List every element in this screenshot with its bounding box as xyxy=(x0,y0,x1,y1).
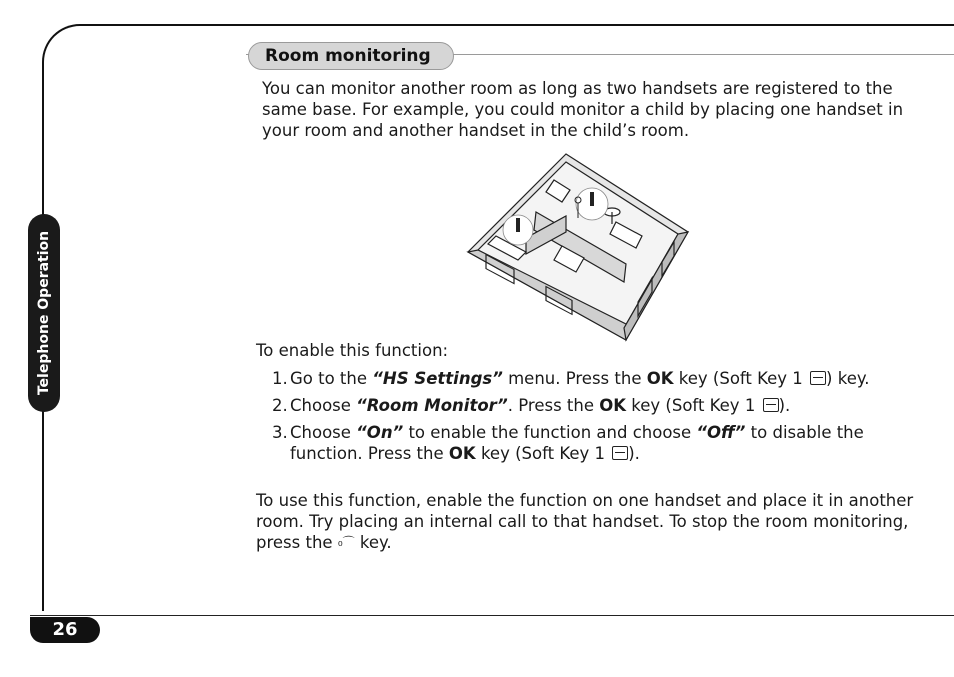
ok-key-label: OK xyxy=(448,444,476,463)
step-text: menu. Press the xyxy=(502,369,647,388)
step-number: 2 . xyxy=(272,395,288,416)
intercom-key-icon: ₀⌒ xyxy=(337,535,355,549)
step-text: key (Soft Key 1 xyxy=(475,444,611,463)
step-text: Go to the xyxy=(290,369,373,388)
menu-option: “Off” xyxy=(696,423,746,442)
step-text: to enable the function and choose xyxy=(403,423,697,442)
floor-plan-illustration xyxy=(466,152,692,342)
step-number: 1 . xyxy=(272,368,288,389)
usage-tail: key. xyxy=(354,533,392,552)
side-tab xyxy=(28,214,60,412)
ok-key-label: OK xyxy=(646,369,674,388)
list-item xyxy=(256,368,916,389)
step-text: key (Soft Key 1 xyxy=(626,396,761,415)
steps-list xyxy=(256,368,916,470)
step-text: key (Soft Key 1 xyxy=(673,369,809,388)
step-text: ). xyxy=(778,396,791,415)
ok-key-label: OK xyxy=(599,396,627,415)
step-text: Choose xyxy=(290,423,357,442)
step-text: to disable the function. Press the xyxy=(290,423,864,463)
soft-key-icon xyxy=(763,398,779,412)
usage-paragraph xyxy=(256,490,936,553)
side-tab-label: Telephone Operation xyxy=(36,230,52,396)
step-text: ). xyxy=(628,444,640,463)
menu-option: “Room Monitor” xyxy=(356,396,508,415)
footer-rule xyxy=(30,615,954,616)
soft-key-icon xyxy=(810,371,826,385)
section-title: Room monitoring xyxy=(248,42,454,70)
step-number: 3 . xyxy=(272,422,288,443)
soft-key-icon xyxy=(612,446,628,460)
step-text: ) key. xyxy=(826,369,870,388)
menu-name: “HS Settings” xyxy=(372,369,503,388)
list-item xyxy=(256,395,916,416)
enable-heading: To enable this function: xyxy=(256,341,449,360)
step-text: . Press the xyxy=(507,396,600,415)
menu-option: “On” xyxy=(356,423,404,442)
list-item xyxy=(256,422,916,464)
usage-text: To use this function, enable the function on one handset and place it in another room. Try placing an internal call to that handset. To stop the room monitoring, press the xyxy=(256,491,914,552)
intro-paragraph: You can monitor another room as long as two handsets are registered to the same base. For example, you could monitor a child by placing one handset in your room and another handset in the child’s room. xyxy=(262,79,904,140)
page-number: 26 xyxy=(30,617,100,643)
step-text: Choose xyxy=(290,396,357,415)
